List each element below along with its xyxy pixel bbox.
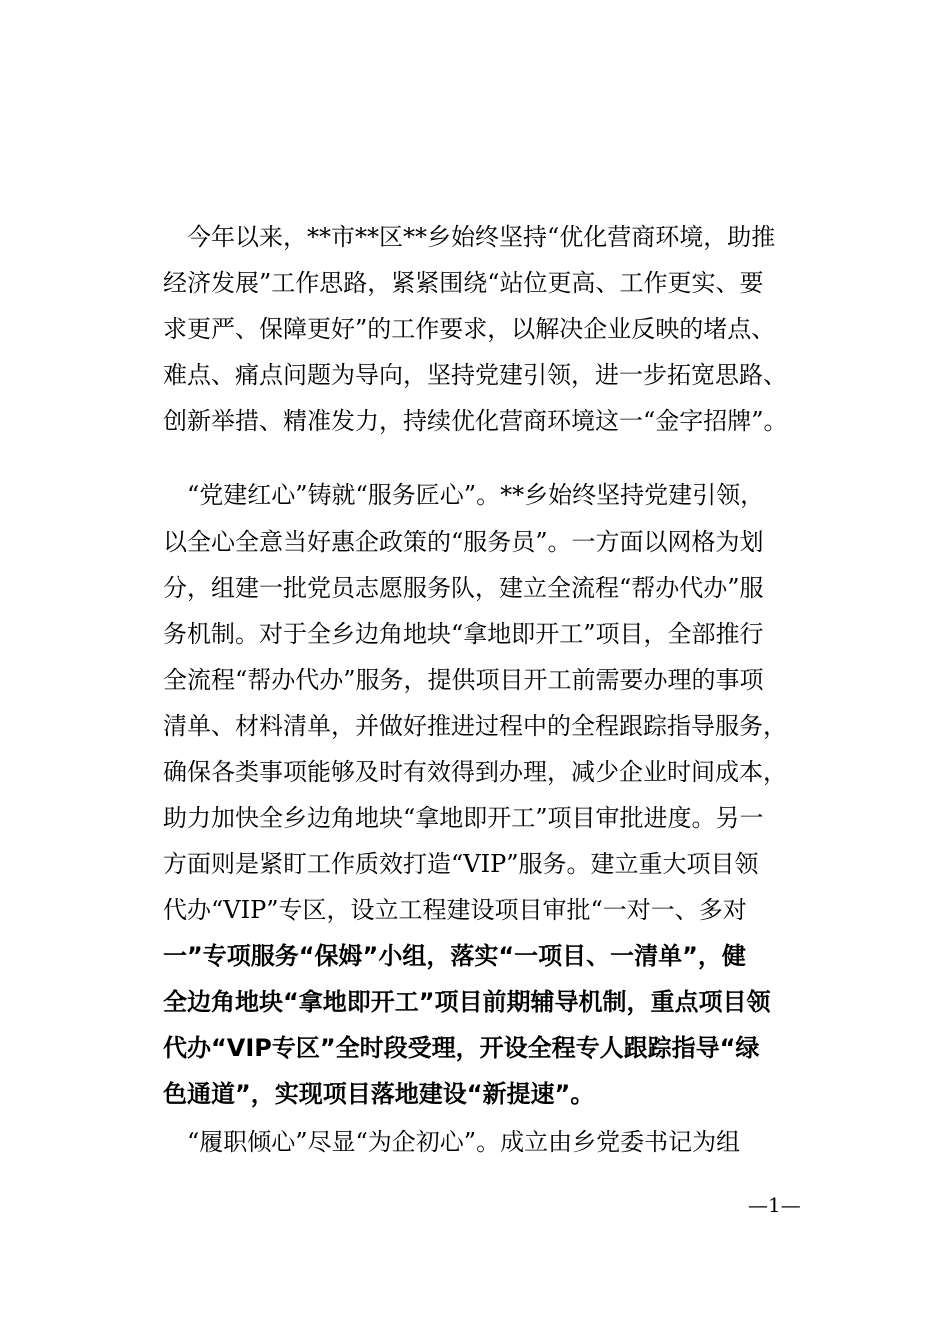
text-line: 创新举措、精准发力，持续优化营商环境这一“金字招牌”。 (163, 407, 788, 435)
text-line: “履职倾心”尽显“为企初心”。成立由乡党委书记为组 (163, 1128, 741, 1156)
text-line: 全边角地块“拿地即开工”项目前期辅导机制，重点项目领 (163, 988, 771, 1016)
text-line: 求更严、保障更好”的工作要求，以解决企业反映的堵点、 (163, 315, 776, 343)
text-line: 方面则是紧盯工作质效打造“VIP”服务。建立重大项目领 (163, 850, 759, 878)
page-number: —1— (748, 1193, 801, 1217)
text-line: 今年以来，**市**区**乡始终坚持“优化营商环境，助推 (163, 223, 776, 251)
text-line: 确保各类事项能够及时有效得到办理，减少企业时间成本， (163, 758, 787, 786)
text-line: 色通道”，实现项目落地建设“新提速”。 (163, 1080, 595, 1108)
text-line: 务机制。对于全乡边角地块“拿地即开工”项目，全部推行 (163, 620, 764, 648)
text-line: 分，组建一批党员志愿服务队，建立全流程“帮办代办”服 (163, 574, 764, 602)
text-line: 清单、材料清单，并做好推进过程中的全程跟踪指导服务， (163, 712, 787, 740)
text-line: 助力加快全乡边角地块“拿地即开工”项目审批进度。另一 (163, 804, 764, 832)
text-line: 以全心全意当好惠企政策的“服务员”。一方面以网格为划 (163, 528, 764, 556)
text-line: 经济发展”工作思路，紧紧围绕“站位更高、工作更实、要 (163, 269, 764, 297)
text-line: 代办“VIP专区”全时段受理，开设全程专人跟踪指导“绿 (163, 1034, 760, 1062)
text-line: 代办“VIP”专区，设立工程建设项目审批“一对一、多对 (163, 896, 747, 924)
text-line: “党建红心”铸就“服务匠心”。**乡始终坚持党建引领， (163, 481, 765, 509)
text-line: 一”专项服务“保姆”小组，落实“一项目、一清单”，健 (163, 942, 746, 970)
text-line: 难点、痛点问题为导向，坚持党建引领，进一步拓宽思路、 (163, 361, 787, 389)
text-line: 全流程“帮办代办”服务，提供项目开工前需要办理的事项 (163, 666, 764, 694)
